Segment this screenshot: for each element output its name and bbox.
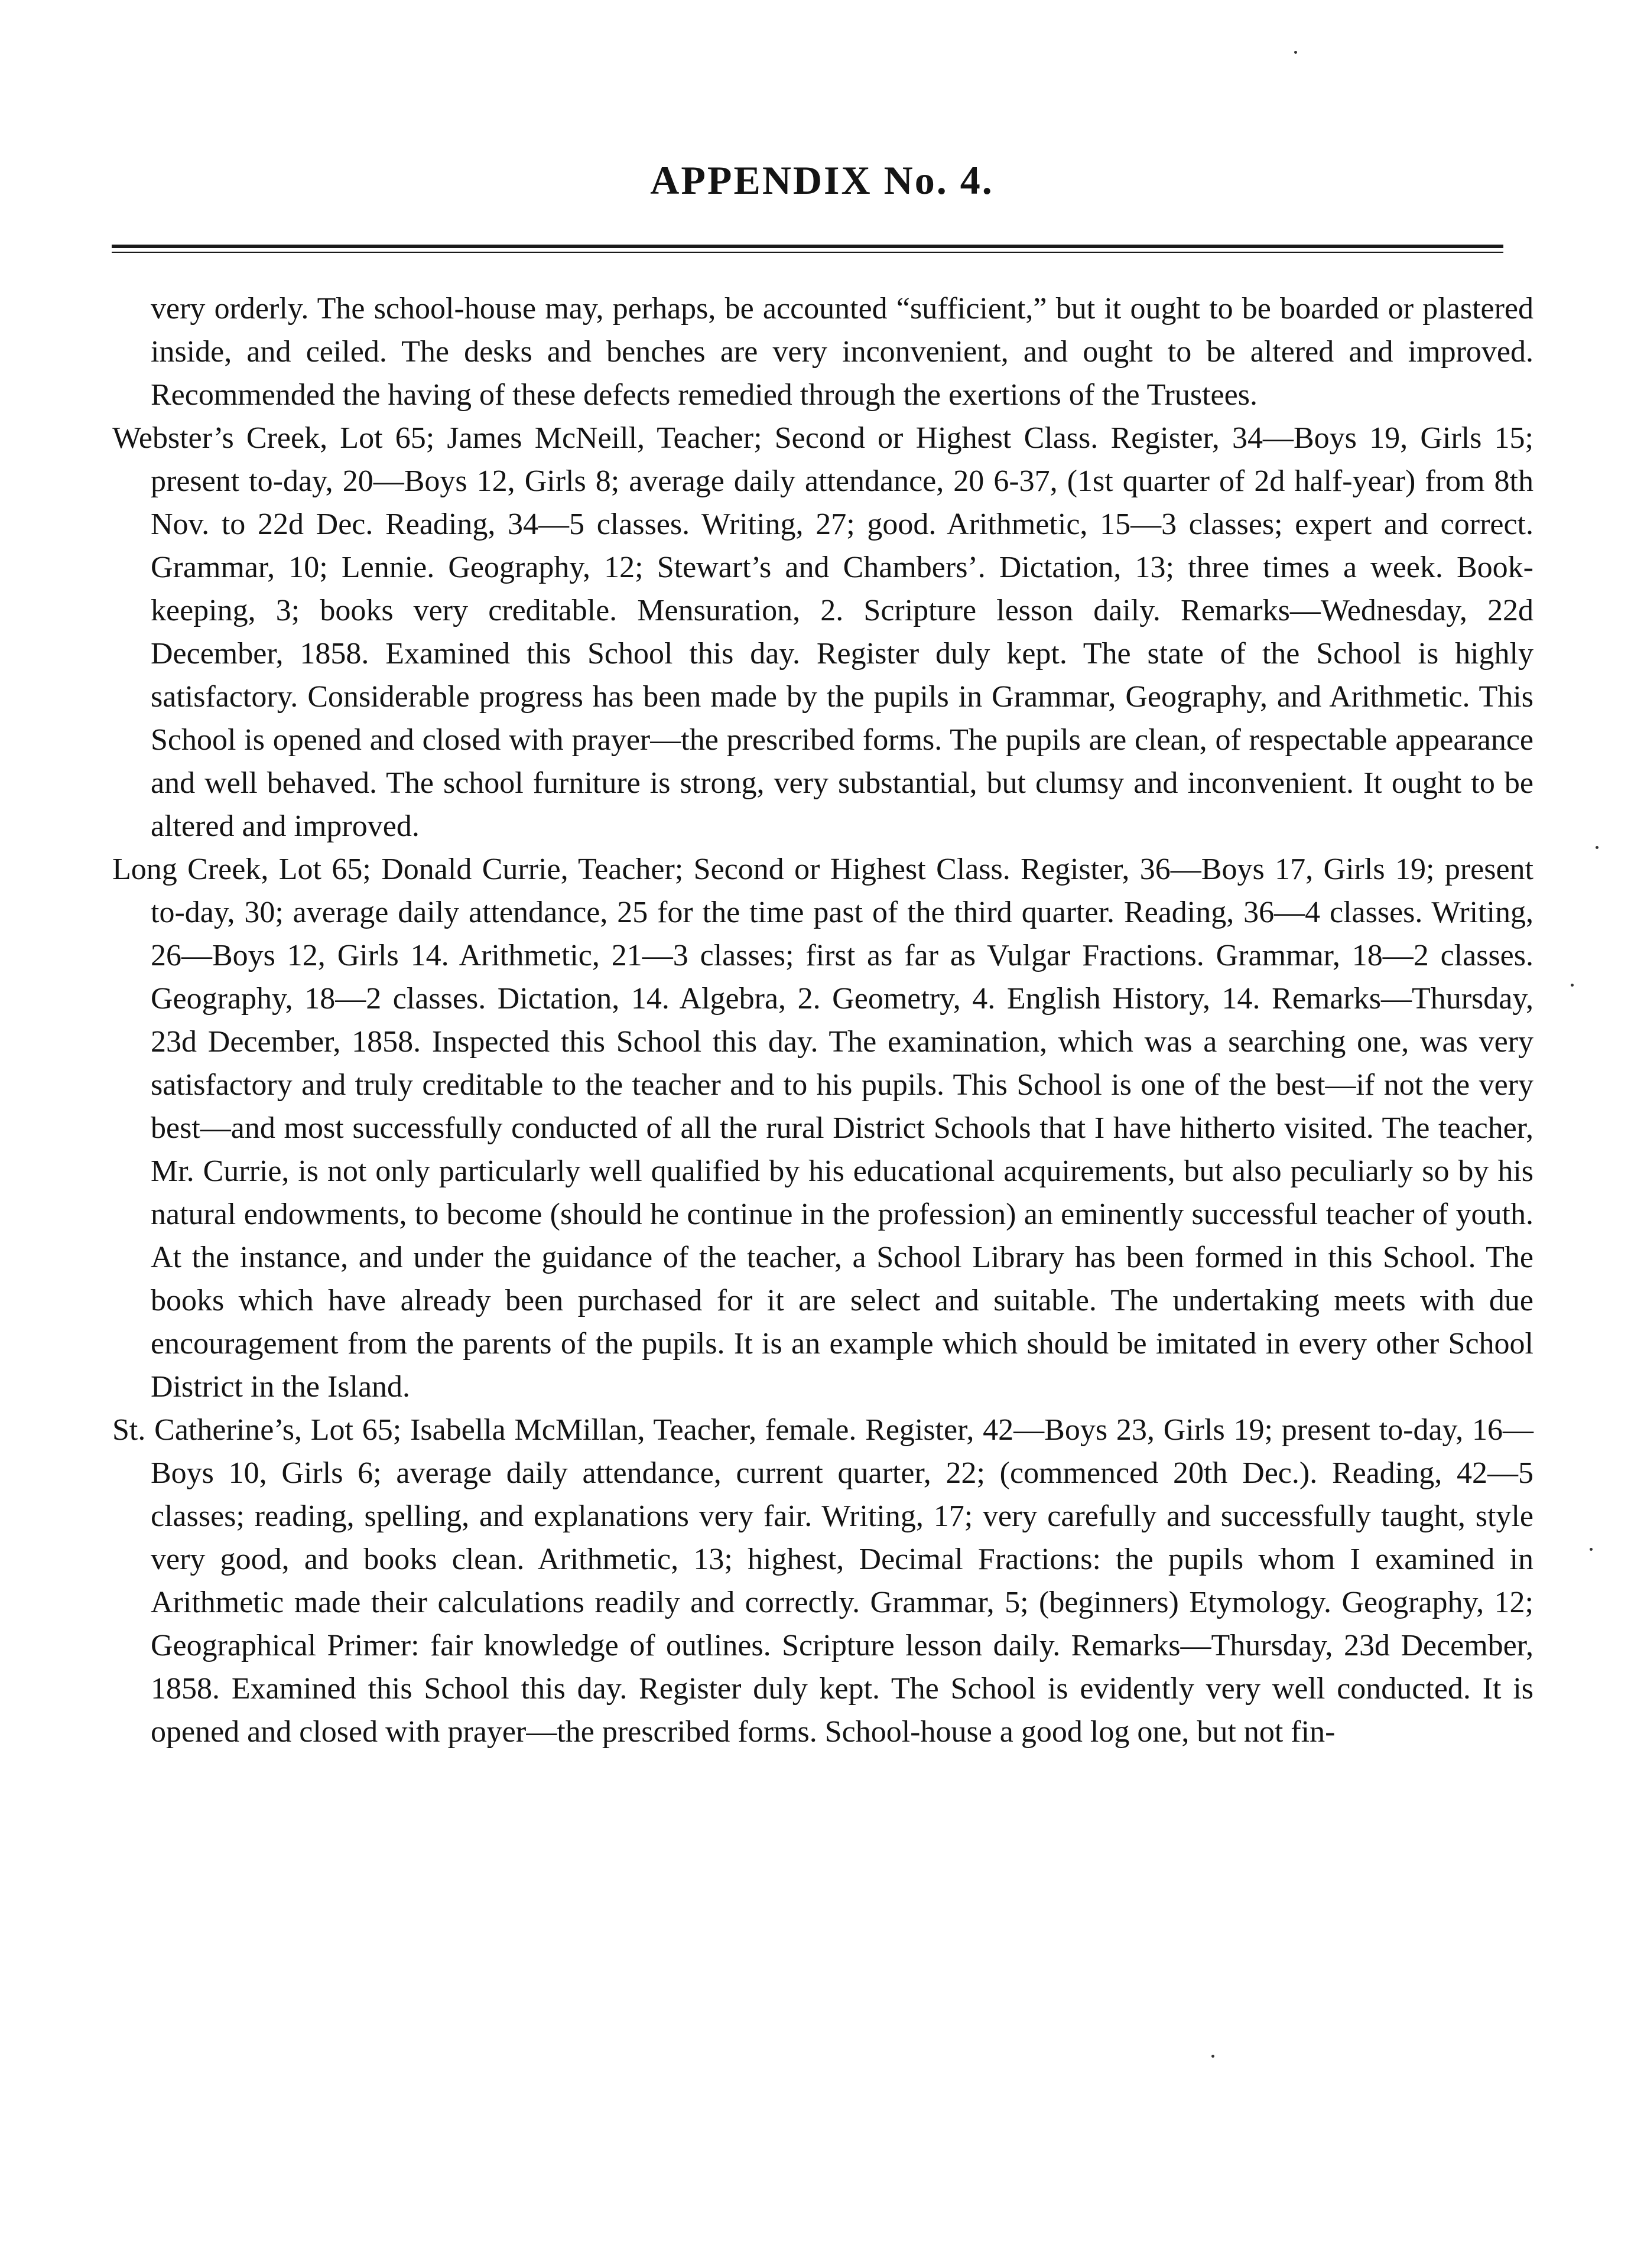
header-rule-thick — [112, 245, 1503, 248]
scan-speck — [1211, 2055, 1214, 2058]
body-text — [112, 287, 1533, 1753]
paragraph-continuation: very orderly. The school-house may, perhaps, be accounted “sufficient,” but it ought to be boarded or plastered inside, and ceiled. The desks and benches are very inconvenient, and ought to be altered and improved. Recommended the having of these defects remedied through the exertions of the Trustees. — [151, 292, 1533, 412]
school-entry-long-creek: Long Creek, Lot 65; Donald Currie, Teacher; Second or Highest Class. Register, 36—Boys 17, Girls 19; present to-day, 30; average daily attendance, 25 for the time past of the third quarter. Reading, 36—4 classes. Writing, 26—Boys 12, Girls 14. Arithmetic, 21—3 classes; first as far as Vulgar Fractions. Grammar, 18—2 classes. Geography, 18—2 classes. Dictation, 14. Algebra, 2. Geometry, 4. English History, 14. Remarks—Thursday, 23d December, 1858. Inspected this School this day. The examination, which was a searching one, was very satisfactory and truly creditable to the teacher and to his pupils. This School is one of the best—if not the very best—and most successfully conducted of all the rural District Schools that I have hitherto visited. The teacher, Mr. Currie, is not only particularly well qualified by his educational acquirements, but also peculiarly so by his natural endowments, to become (should he continue in the profession) an eminently successful teacher of youth. At the instance, and under the guidance of the teacher, a School Library has been formed in this School. The books which have already been purchased for it are select and suitable. The undertaking meets with due encouragement from the parents of the pupils. It is an example which should be imitated in every other School District in the Island. — [112, 852, 1533, 1404]
school-entry-websters-creek: Webster’s Creek, Lot 65; James McNeill, Teacher; Second or Highest Class. Register, 34—Boys 19, Girls 15; present to-day, 20—Boys 12, Girls 8; average daily attendance, 20 6-37, (1st quarter of 2d half-year) from 8th Nov. to 22d Dec. Reading, 34—5 classes. Writing, 27; good. Arithmetic, 15—3 classes; expert and correct. Grammar, 10; Lennie. Geography, 12; Stewart’s and Chambers’. Dictation, 13; three times a week. Book-keeping, 3; books very creditable. Mensuration, 2. Scripture lesson daily. Remarks—Wednesday, 22d December, 1858. Examined this School this day. Register duly kept. The state of the School is highly satisfactory. Considerable progress has been made by the pupils in Grammar, Geography, and Arithmetic. This School is opened and closed with prayer—the prescribed forms. The pupils are clean, of respectable appearance and well behaved. The school furniture is strong, very substantial, but clumsy and inconvenient. It ought to be altered and improved. — [112, 421, 1533, 843]
scan-speck — [1294, 51, 1297, 54]
page-title: APPENDIX No. 4. — [650, 158, 994, 203]
header-rule-thin — [112, 252, 1503, 253]
scan-speck — [1590, 1548, 1593, 1551]
scan-speck — [1596, 846, 1598, 849]
scan-speck — [1571, 984, 1574, 987]
school-entry-st-catherines: St. Catherine’s, Lot 65; Isabella McMillan, Teacher, female. Register, 42—Boys 23, Girls 19; present to-day, 16—Boys 10, Girls 6; average daily attendance, current quarter, 22; (commenced 20th Dec.). Reading, 42—5 classes; reading, spelling, and explanations very fair. Writing, 17; very carefully and successfully taught, style very good, and books clean. Arithmetic, 13; highest, Decimal Fractions: the pupils whom I examined in Arithmetic made their calculations readily and correctly. Grammar, 5; (beginners) Etymology. Geography, 12; Geographical Primer: fair knowledge of outlines. Scripture lesson daily. Remarks—Thursday, 23d December, 1858. Examined this School this day. Register duly kept. The School is evidently very well conducted. It is opened and closed with prayer—the prescribed forms. School-house a good log one, but not fin- — [112, 1413, 1533, 1749]
